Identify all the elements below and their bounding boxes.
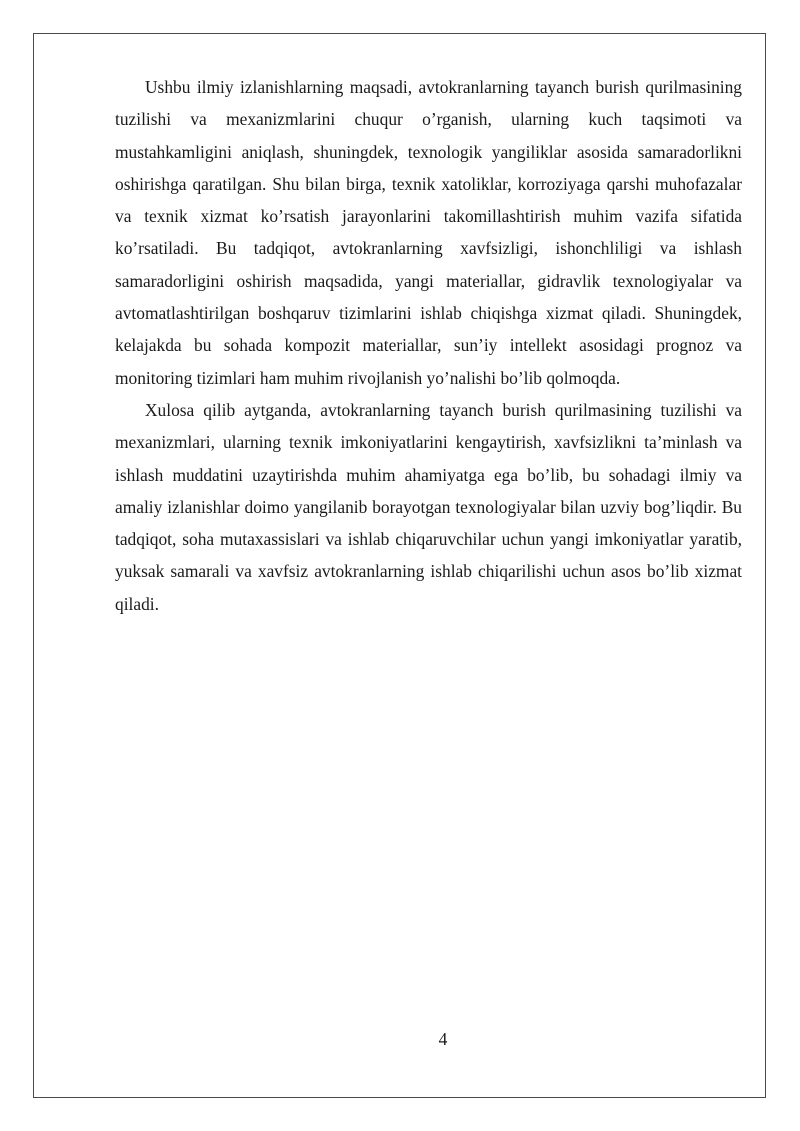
document-body (115, 71, 742, 620)
paragraph-1: Ushbu ilmiy izlanishlarning maqsadi, avtokranlarning tayanch burish qurilmasining tuzilishi va mexanizmlarini chuqur o’rganish, ularning kuch taqsimoti va mustahkamligini aniqlash, shuningdek, texnologik yangiliklar asosida samaradorlikni oshirishga qaratilgan. Shu bilan birga, texnik xatoliklar, korroziyaga qarshi muhofazalar va texnik xizmat ko’rsatish jarayonlarini takomillashtirish muhim vazifa sifatida ko’rsatiladi. Bu tadqiqot, avtokranlarning xavfsizligi, ishonchliligi va ishlash samaradorligini oshirish maqsadida, yangi materiallar, gidravlik texnologiyalar va avtomatlashtirilgan boshqaruv tizimlarini ishlab chiqishga xizmat qiladi. Shuningdek, kelajakda bu sohada kompozit materiallar, sun’iy intellekt asosidagi prognoz va monitoring tizimlari ham muhim rivojlanish yo’nalishi bo’lib qolmoqda. (115, 77, 742, 388)
paragraph-2: Xulosa qilib aytganda, avtokranlarning tayanch burish qurilmasining tuzilishi va mexanizmlari, ularning texnik imkoniyatlarini kengaytirish, xavfsizlikni ta’minlash va ishlash muddatini uzaytirishda muhim ahamiyatga ega bo’lib, bu sohadagi ilmiy va amaliy izlanishlar doimo yangilanib borayotgan texnologiyalar bilan uzviy bog’liqdir. Bu tadqiqot, soha mutaxassislari va ishlab chiqaruvchilar uchun yangi imkoniyatlar yaratib, yuksak samarali va xavfsiz avtokranlarning ishlab chiqarilishi uchun asos bo’lib xizmat qiladi. (115, 399, 742, 614)
page-number: 4 (438, 1029, 448, 1049)
